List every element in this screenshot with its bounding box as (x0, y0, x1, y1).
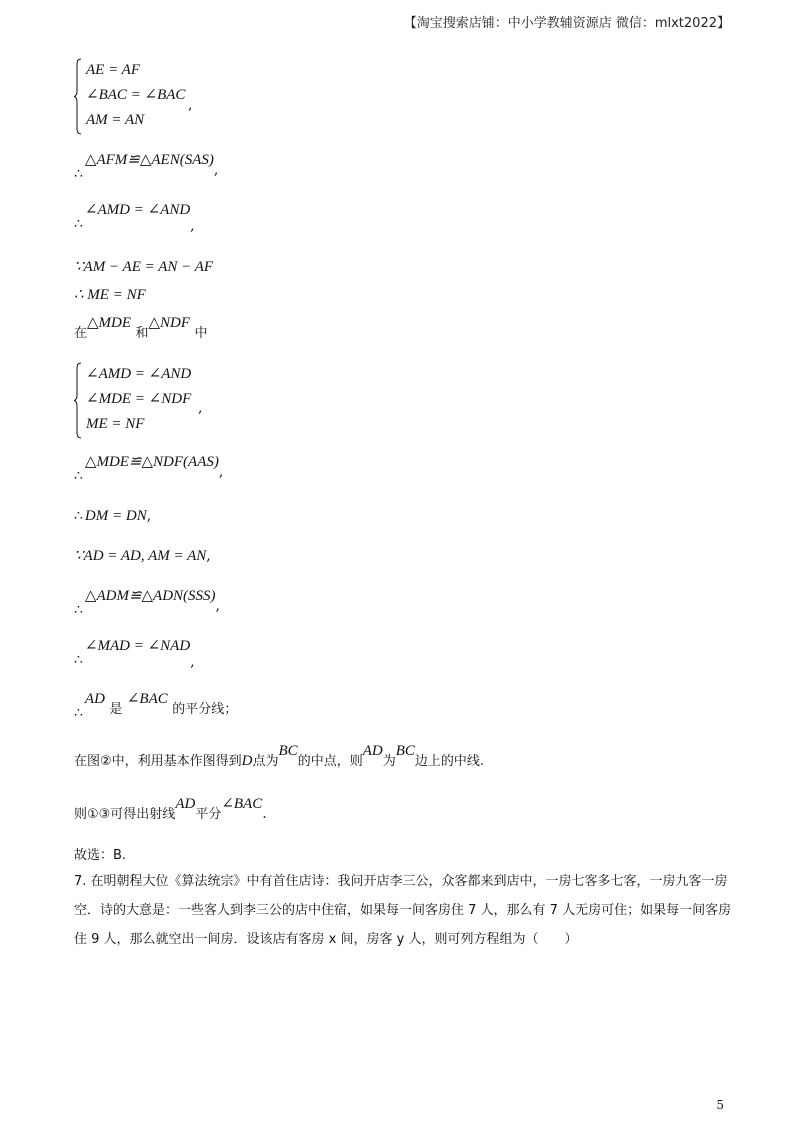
system-1-line-2: ∠BAC = ∠BAC (86, 87, 186, 103)
system-1-line-3: AM = AN (86, 112, 145, 128)
therefore-symbol: ∴ (74, 652, 83, 668)
question-7: 7. 在明朝程大位《算法统宗》中有首住店诗：我问开店李三公，众客都来到店中，一房七客多七客，一房九客一房空．诗的大意是：一些客人到李三公的店中住宿，如果每一间客房住 7 人，那么有 7 人无房可住；如果每一间客房住 9 人，那么就空出一间房．设该店有客房 x 间，房客 y 人，则可列方程组为（ ） (74, 874, 732, 947)
system-1-line-1: AE = AF (86, 62, 141, 78)
proof-line-10: ∴∠MAD = ∠NAD, (74, 638, 195, 670)
system-2-line-1: ∠AMD = ∠AND (86, 366, 192, 382)
proof-line-9: ∴△ADM≌△ADN(SSS), (74, 588, 220, 618)
equation-system-2 (74, 362, 191, 439)
proof-line-11: ∴AD 是 ∠BAC 的平分线； (74, 691, 238, 721)
comma: , (188, 97, 193, 113)
proof-line-5: 在△MDE 和△NDF 中 (74, 315, 208, 341)
proof-line-1: ∴△AFM≌△AEN(SAS), (74, 152, 219, 182)
left-brace-icon (74, 362, 82, 439)
therefore-symbol: ∴ (74, 602, 83, 618)
proof-line-6: ∴△MDE≌△NDF(AAS), (74, 454, 224, 484)
proof-line-13: 则①③可得出射线AD平分∠BAC. (74, 796, 267, 822)
proof-line-8: ∵AD = AD, AM = AN, (74, 548, 211, 564)
comma: , (198, 400, 203, 416)
proof-line-4: ∴ ME = NF (74, 287, 146, 303)
proof-line-3: ∵AM − AE = AN − AF (74, 259, 214, 275)
system-2-line-3: ME = NF (86, 416, 145, 432)
equation-system-1 (74, 58, 185, 135)
system-2-line-2: ∠MDE = ∠NDF (86, 391, 192, 407)
left-brace-icon (74, 58, 82, 135)
page-header: 【淘宝搜索店铺：中小学教辅资源店 微信：mlxt2022】 (403, 16, 730, 31)
therefore-symbol: ∴ (74, 508, 83, 524)
answer-line: 故选：B. (74, 848, 127, 863)
therefore-symbol: ∴ (74, 705, 83, 721)
therefore-symbol: ∴ (74, 216, 83, 232)
proof-line-12: 在图②中，利用基本作图得到D点为BC的中点，则AD为BC边上的中线. (74, 743, 485, 769)
therefore-symbol: ∴ (74, 468, 83, 484)
page-number: 5 (716, 1098, 724, 1112)
proof-line-7: ∴ DM = DN, (74, 508, 152, 524)
proof-line-2: ∴∠AMD = ∠AND, (74, 202, 195, 234)
therefore-symbol: ∴ (74, 166, 83, 182)
